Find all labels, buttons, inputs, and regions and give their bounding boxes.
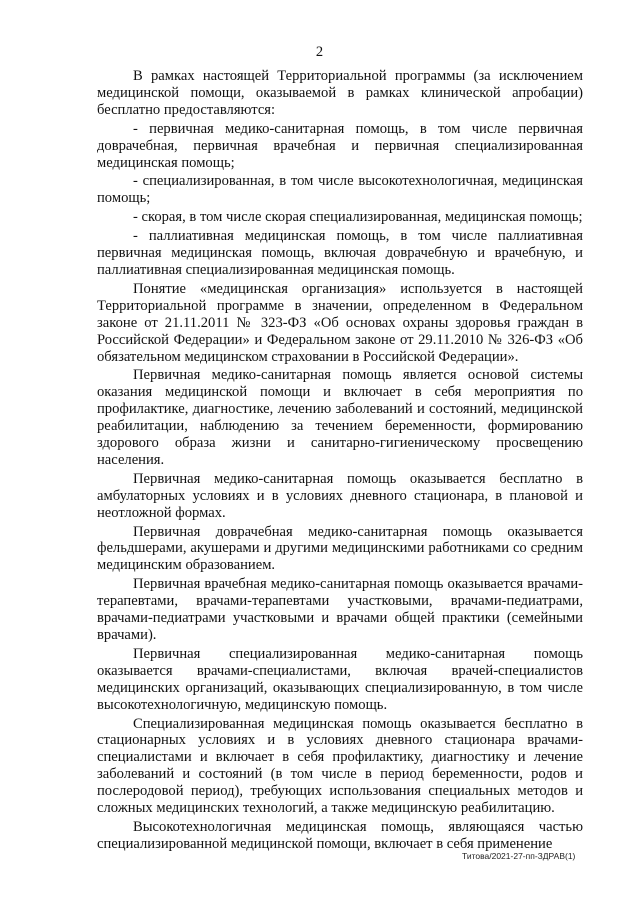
paragraph-primary-specialized: Первичная специализированная медико-санитарная помощь оказывается врачами-специалистами, включая врачей-специалистов медицинских организаций, оказывающих специализированную, в том числе высокотехнологичную, медицинскую помощь.	[97, 645, 583, 713]
paragraph-intro: В рамках настоящей Территориальной программы (за исключением медицинской помощи, оказываемой в рамках клинической апробации) бесплатно предоставляются:	[97, 68, 583, 118]
paragraph-high-tech: Высокотехнологичная медицинская помощь, являющаяся частью специализированной медицинской помощи, включает в себя применение	[97, 818, 583, 852]
document-body	[97, 68, 583, 855]
list-item-specialized-care: - специализированная, в том числе высокотехнологичная, медицинская помощь;	[97, 173, 583, 207]
paragraph-definition: Понятие «медицинская организация» используется в настоящей Территориальной программе в значении, определенном в Федеральном законе от 21.11.2011 № 323-ФЗ «Об основах охраны здоровья граждан в Российской Федерации» и Федеральном законе от 29.11.2010 № 326-ФЗ «Об обязательном медицинском страховании в Российской Федерации».	[97, 280, 583, 365]
list-item-palliative-care: - паллиативная медицинская помощь, в том числе паллиативная первичная медицинская помощь, включая доврачебную и врачебную, и паллиативная специализированная медицинская помощь.	[97, 228, 583, 278]
list-item-emergency-care: - скорая, в том числе скорая специализированная, медицинская помощь;	[133, 209, 583, 226]
paragraph-prephysician: Первичная доврачебная медико-санитарная помощь оказывается фельдшерами, акушерами и другими медицинскими работниками со средним медицинским образованием.	[97, 523, 583, 574]
paragraph-physician: Первичная врачебная медико-санитарная помощь оказывается врачами-терапевтами, врачами-терапевтами участковыми, врачами-педиатрами, врачами-педиатрами участковыми и врачами общей практики (семейными врачами).	[97, 576, 583, 643]
paragraph-primary-basis: Первичная медико-санитарная помощь является основой системы оказания медицинской помощи и включает в себя мероприятия по профилактике, диагностике, лечению заболеваний и состояний, медицинской реабилитации, наблюдению за течением беременности, формированию здорового образа жизни и санитарно-гигиеническому просвещению населения.	[97, 367, 583, 468]
paragraph-specialized: Специализированная медицинская помощь оказывается бесплатно в стационарных условиях и в условиях дневного стационара врачами-специалистами и включает в себя профилактику, диагностику и лечение заболеваний и состояний (в том числе в период беременности, родов и послеродовой период), требующих использования специальных методов и сложных медицинских технологий, а также медицинскую реабилитацию.	[97, 715, 583, 817]
paragraph-primary-free: Первичная медико-санитарная помощь оказывается бесплатно в амбулаторных условиях и в условиях дневного стационара, в плановой и неотложной формах.	[97, 470, 583, 521]
page-number: 2	[315, 44, 324, 60]
list-item-primary-care: - первичная медико-санитарная помощь, в том числе первичная доврачебная, первичная врачебная и первичная специализированная медицинская помощь;	[97, 120, 583, 171]
footer-reference: Титова/2021-27-пп-ЗДРАВ(1)	[462, 851, 576, 861]
